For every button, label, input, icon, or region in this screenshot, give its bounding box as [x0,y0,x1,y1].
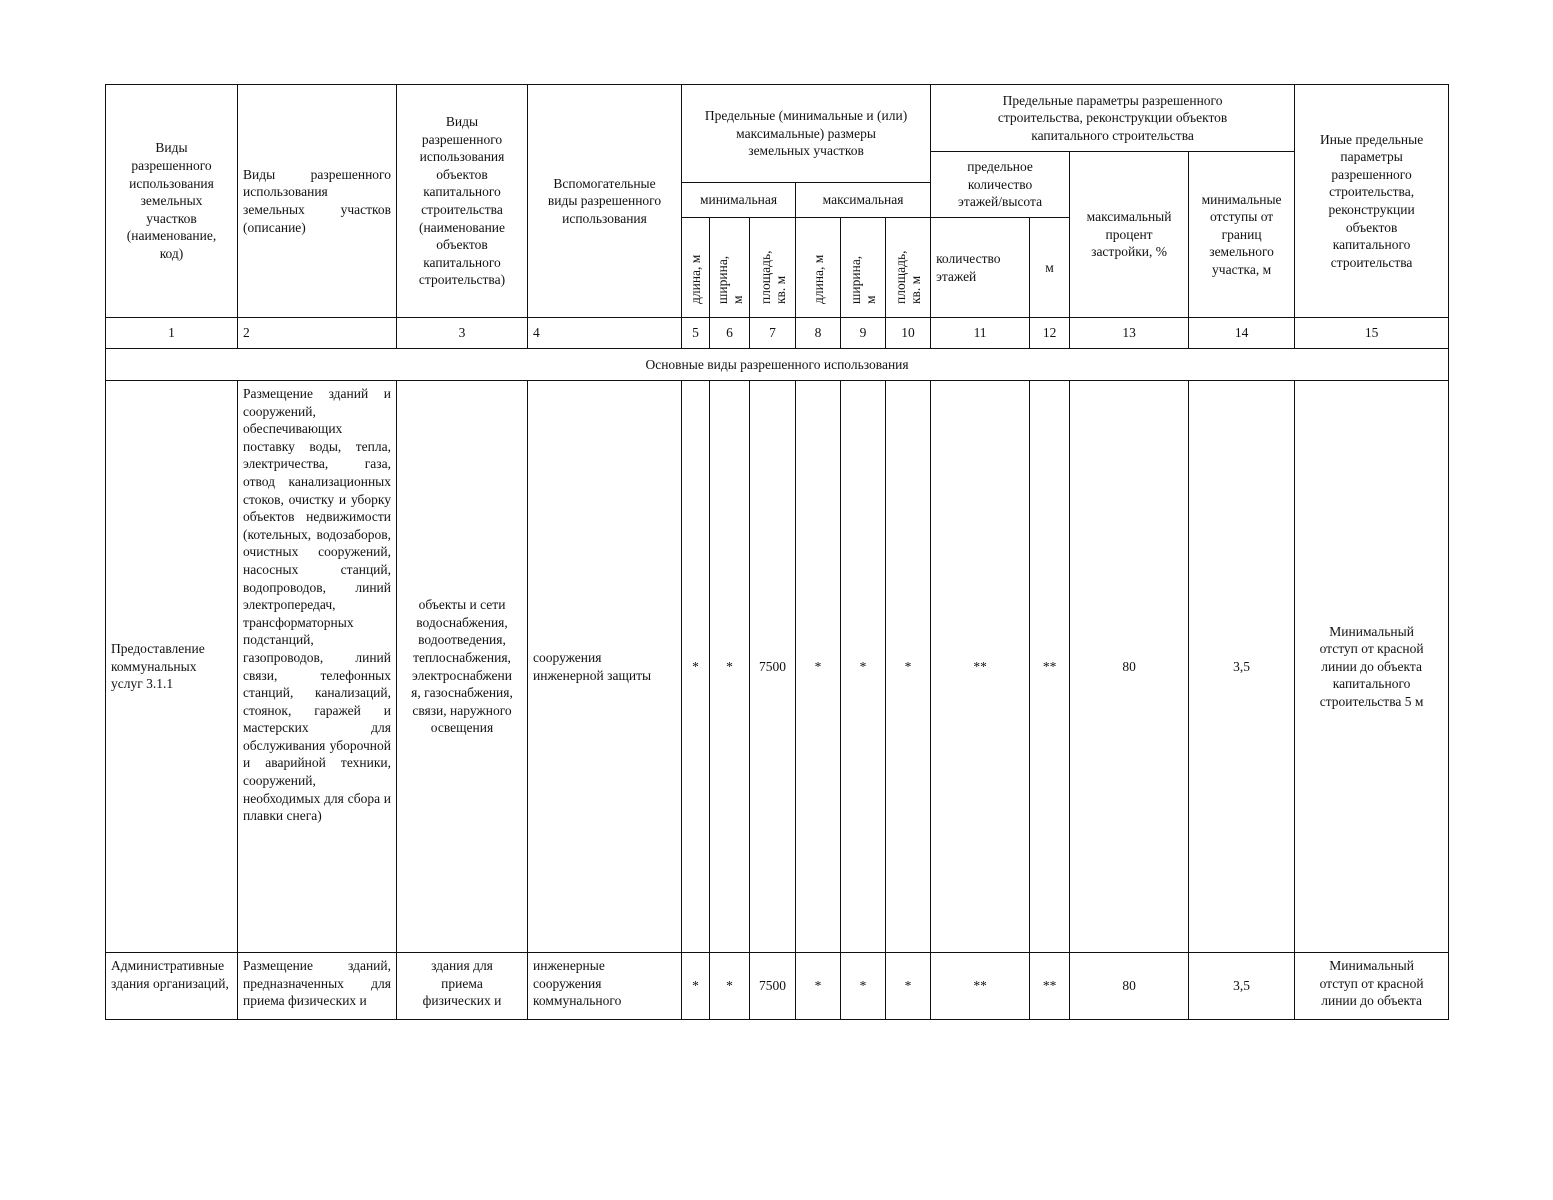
area-max-value: * [886,381,931,953]
land-use-description: Размещение зданий, предназначенных для приема физических и [238,953,397,1020]
auxiliary-uses: сооружения инженерной защиты [528,381,682,953]
land-use-name: Административные здания организаций, [106,953,238,1020]
height-value: ** [1030,381,1070,953]
column-number: 7 [750,318,796,349]
column-number: 12 [1030,318,1070,349]
header-capital-objects: Виды разрешенного использования объектов капитального строительства (наименование объектов капитального строительства) [397,85,528,318]
min-setback-value: 3,5 [1189,953,1295,1020]
header-floors-height: предельное количество этажей/высота [931,152,1070,218]
floors-value: ** [931,381,1030,953]
header-max-build-percent: максимальный процент застройки, % [1070,152,1189,318]
capital-objects: здания для приема физических и [397,953,528,1020]
min-setback-value: 3,5 [1189,381,1295,953]
header-length-max: длина, м [796,218,841,318]
floors-value: ** [931,953,1030,1020]
land-use-name: Предоставление коммунальных услуг 3.1.1 [106,381,238,953]
land-use-description: Размещение зданий и сооружений, обеспечивающих поставку воды, тепла, электричества, газа, отвод канализационных стоков, очистку и уборку объектов недвижимости (котельных, водозаборов, очистных сооружений, насосных станций, водопроводов, линий электропередач, трансформаторных подстанций, газопроводов, линий связи, телефонных станций, канализаций, стоянок, гаражей и мастерских для обслуживания уборочной и аварийной техники, сооружений, необходимых для сбора и плавки снега) [238,381,397,953]
header-meters: м [1030,218,1070,318]
column-number: 4 [528,318,682,349]
column-number: 13 [1070,318,1189,349]
column-number: 2 [238,318,397,349]
header-land-use-description: Виды разрешенного использования земельных участков (описание) [238,85,397,318]
column-number: 3 [397,318,528,349]
height-value: ** [1030,953,1070,1020]
section-title: Основные виды разрешенного использования [106,349,1449,381]
width-min-value: * [710,953,750,1020]
table-row [106,953,1449,1020]
header-length-min: длина, м [682,218,710,318]
header-plot-size-limits: Предельные (минимальные и (или) максимальные) размеры земельных участков [682,85,931,183]
header-min-setbacks: минимальные отступы от границ земельного участка, м [1189,152,1295,318]
header-construction-params: Предельные параметры разрешенного строительства, реконструкции объектов капитального строительства [931,85,1295,152]
header-other-params: Иные предельные параметры разрешенного строительства, реконструкции объектов капитального строительства [1295,85,1449,318]
column-number: 5 [682,318,710,349]
header-width-max: ширина, м [841,218,886,318]
header-area-min: площадь, кв. м [750,218,796,318]
area-min-value: 7500 [750,953,796,1020]
width-max-value: * [841,953,886,1020]
capital-objects: объекты и сети водоснабжения, водоотведения, теплоснабжения, электроснабжени я, газоснабжения, связи, наружного освещения [397,381,528,953]
max-build-percent-value: 80 [1070,953,1189,1020]
width-min-value: * [710,381,750,953]
header-area-max: площадь, кв. м [886,218,931,318]
length-min-value: * [682,381,710,953]
column-number: 10 [886,318,931,349]
area-max-value: * [886,953,931,1020]
table-row [106,381,1449,953]
column-number: 11 [931,318,1030,349]
other-params-value: Минимальный отступ от красной линии до объекта капитального строительства 5 м [1295,381,1449,953]
length-max-value: * [796,381,841,953]
max-build-percent-value: 80 [1070,381,1189,953]
header-minimum: минимальная [682,183,796,218]
column-number: 9 [841,318,886,349]
header-floors-count: количество этажей [931,218,1030,318]
other-params-value: Минимальный отступ от красной линии до объекта [1295,953,1449,1020]
header-maximum: максимальная [796,183,931,218]
header-auxiliary-uses: Вспомогательные виды разрешенного использования [528,85,682,318]
header-land-use-type: Виды разрешенного использования земельных участков (наименование, код) [106,85,238,318]
column-number: 6 [710,318,750,349]
regulations-table [105,84,1449,1020]
auxiliary-uses: инженерные сооружения коммунального [528,953,682,1020]
length-max-value: * [796,953,841,1020]
column-number: 15 [1295,318,1449,349]
column-number: 8 [796,318,841,349]
area-min-value: 7500 [750,381,796,953]
header-width-min: ширина, м [710,218,750,318]
column-number: 1 [106,318,238,349]
column-numbers-row [106,318,1449,349]
width-max-value: * [841,381,886,953]
length-min-value: * [682,953,710,1020]
column-number: 14 [1189,318,1295,349]
